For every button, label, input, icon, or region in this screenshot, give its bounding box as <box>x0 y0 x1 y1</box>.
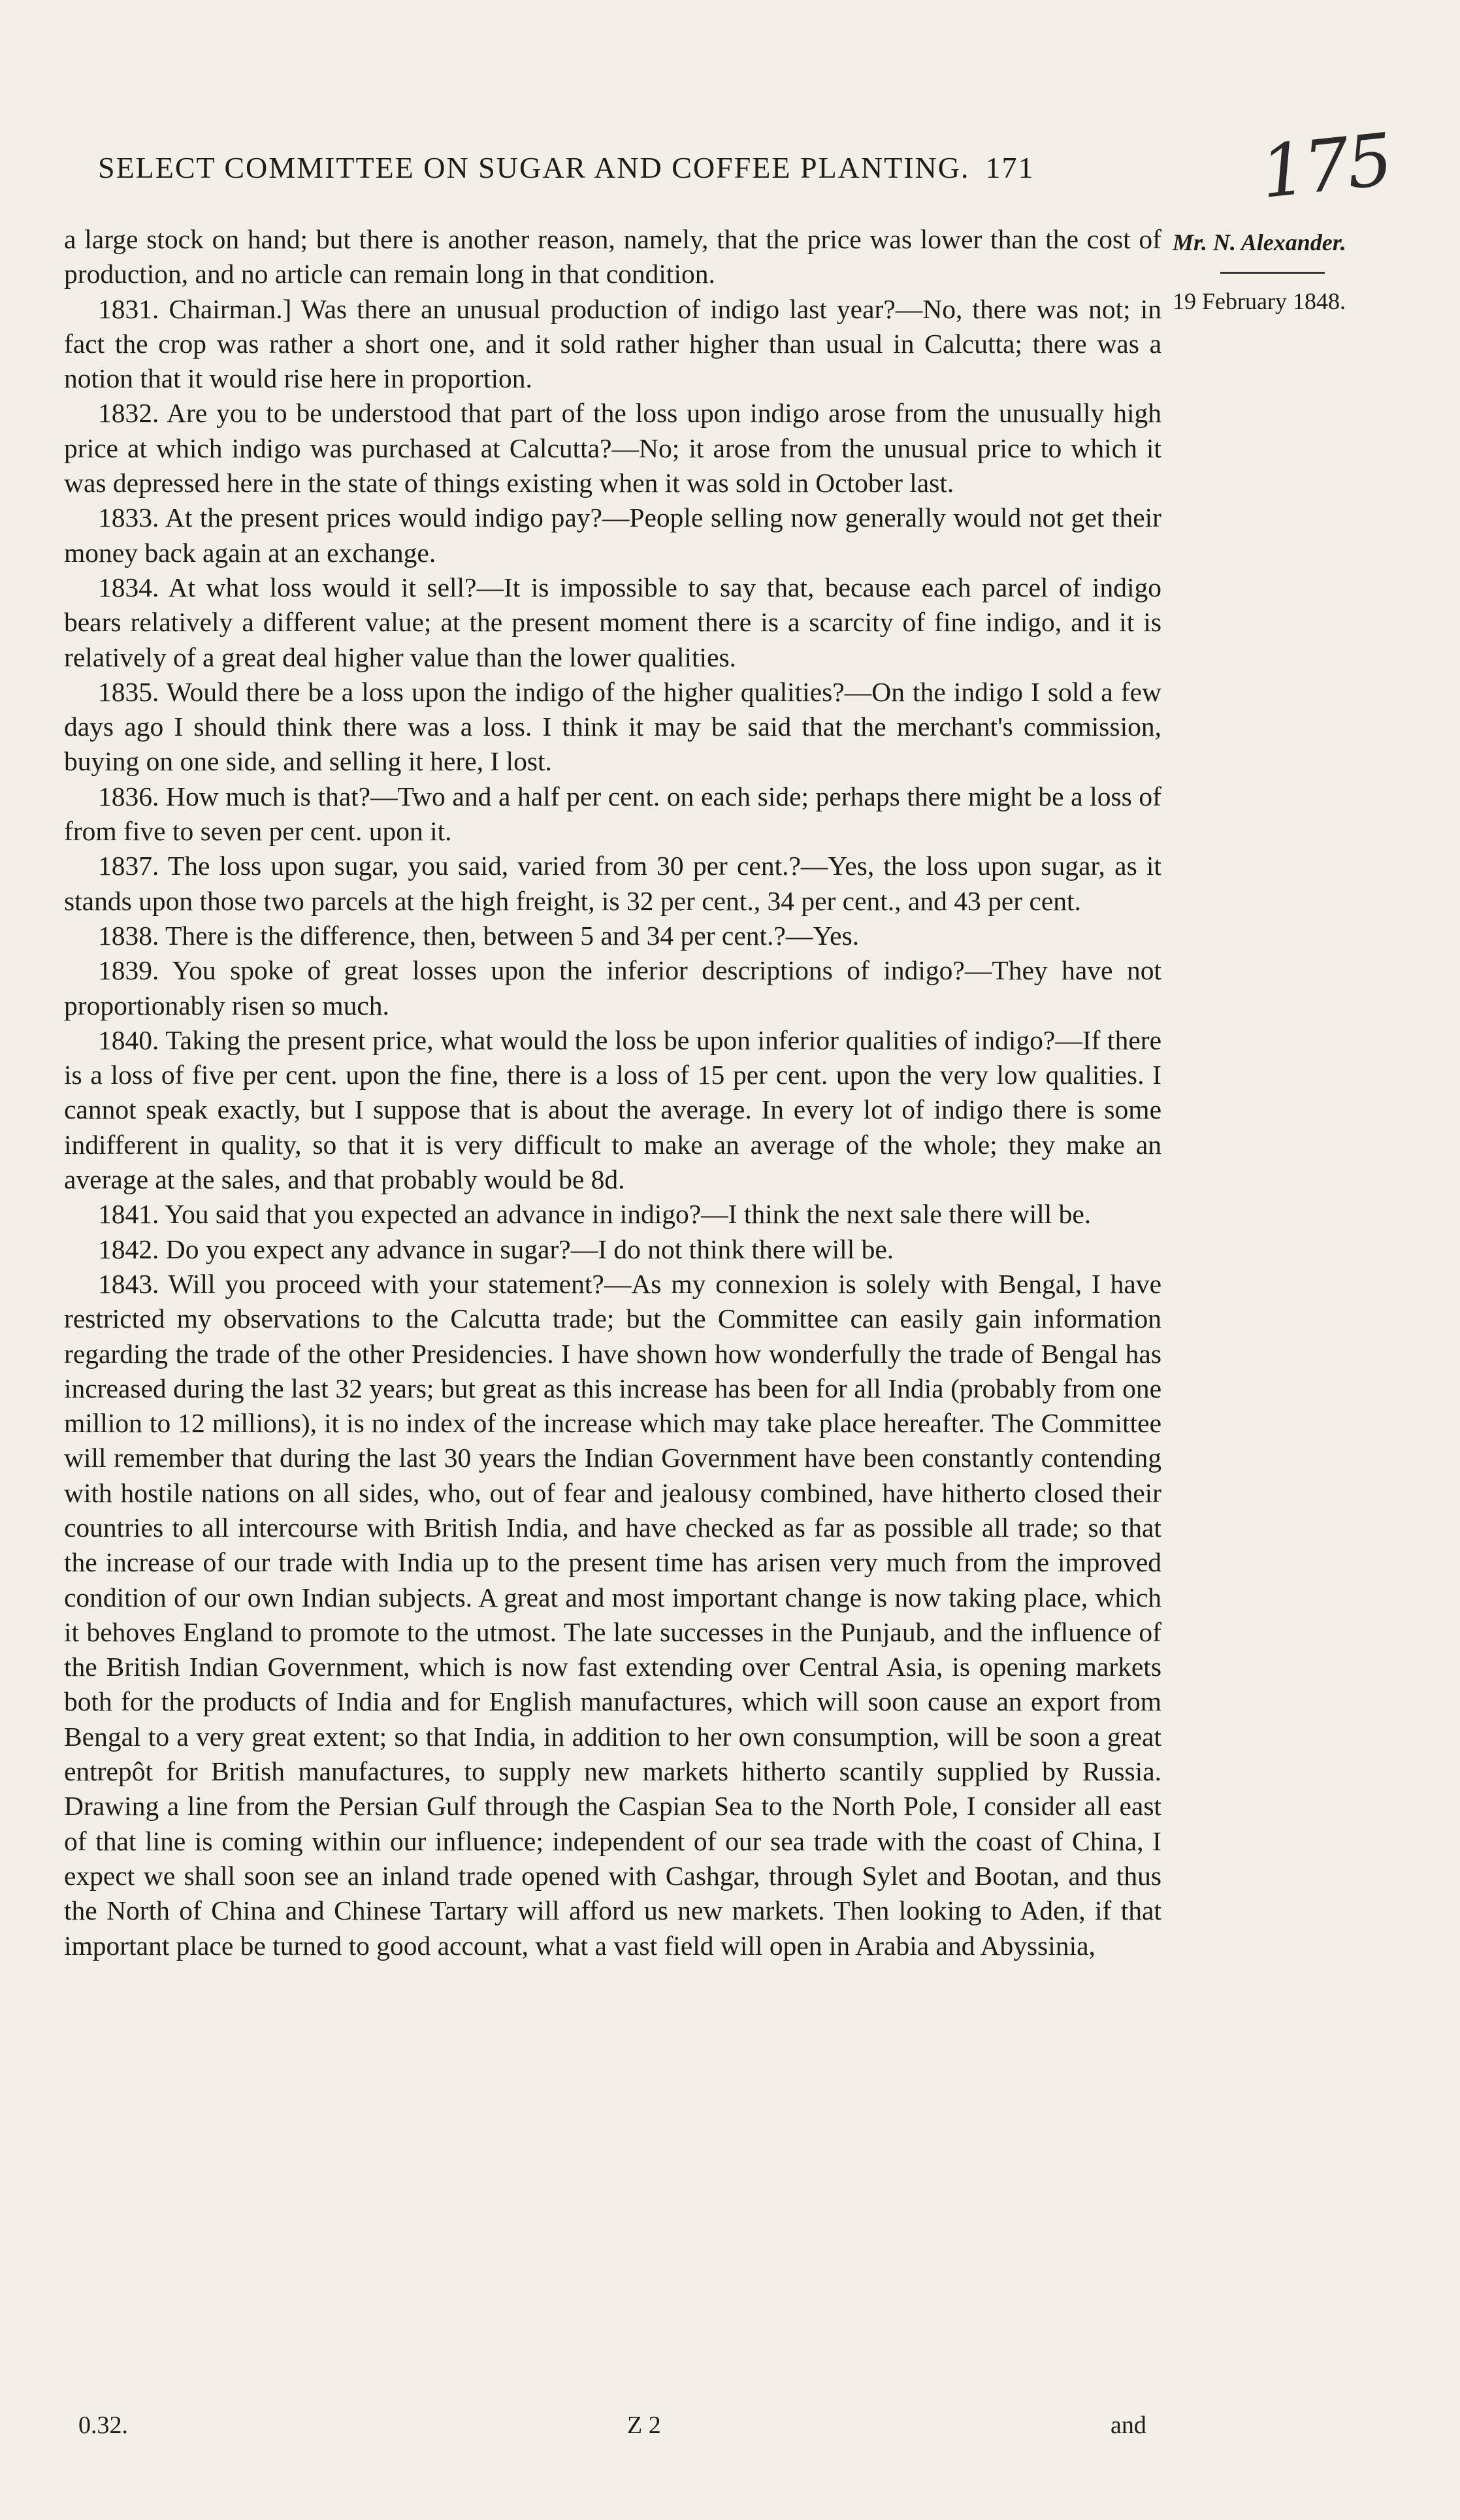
paragraph: 1831. Chairman.] Was there an unusual production of indigo last year?—No, there was not; in fact the crop was rather a short one, and it sold rather higher than usual in Calcutta; there was a notion that it would rise here in proportion. <box>64 293 1161 394</box>
paragraph: 1836. How much is that?—Two and a half per cent. on each side; perhaps there might be a loss of from five to seven per cent. upon it. <box>64 781 1161 847</box>
margin-rule <box>1220 272 1325 274</box>
running-header <box>98 150 1176 185</box>
paragraph: 1839. You spoke of great losses upon the inferior descriptions of indigo?—They have not proportionably risen so much. <box>64 955 1161 1021</box>
margin-date: 19 February 1848. <box>1173 288 1346 314</box>
paragraph: 1834. At what loss would it sell?—It is impossible to say that, because each parcel of indigo bears relatively a different value; at the present moment there is a scarcity of fine indigo, and it is relatively of a great deal higher value than the lower qualities. <box>64 572 1161 672</box>
paragraph: 1832. Are you to be understood that part of the loss upon indigo arose from the unusually high price at which indigo was purchased at Calcutta?—No; it arose from the unusual price to which it was depressed here in the state of things existing when it was sold in October last. <box>64 398 1161 499</box>
footer-gathering-mark: Z 2 <box>627 2412 661 2439</box>
paragraph: 1842. Do you expect any advance in sugar?—I do not think there will be. <box>98 1234 894 1264</box>
paragraph: 1835. Would there be a loss upon the indigo of the higher qualities?—On the indigo I sold a few days ago I should think there was a loss. I think it may be said that the merchant's commission, buying on one side, and selling it here, I lost. <box>64 676 1161 777</box>
header-title: SELECT COMMITTEE ON SUGAR AND COFFEE PLANTING. <box>98 151 970 184</box>
paragraph: 1838. There is the difference, then, between 5 and 34 per cent.?—Yes. <box>98 920 860 951</box>
header-page-number: 171 <box>985 151 1035 184</box>
paragraph: 1837. The loss upon sugar, you said, varied from 30 per cent.?—Yes, the loss upon sugar, as it stands upon those two parcels at the high freight, is 32 per cent., 34 per cent., and 43 per cent. <box>64 851 1161 916</box>
footer-signature-mark: 0.32. <box>78 2412 128 2439</box>
paragraph: 1841. You said that you expected an advance in indigo?—I think the next sale there will be. <box>98 1199 1092 1230</box>
footer-catchword: and <box>1111 2412 1146 2439</box>
margin-witness-name: Mr. N. Alexander. <box>1173 229 1346 255</box>
handwritten-folio: 175 <box>1256 118 1395 214</box>
body-text <box>64 222 1161 1963</box>
paragraph: 1843. Will you proceed with your statement?—As my connexion is solely with Bengal, I have restricted my observations to the Calcutta trade; but the Committee can easily gain information regarding the trade of the other Presidencies. I have shown how wonderfully the trade of Bengal has increased during the last 32 years; but great as this increase has been for all India (probably from one million to 12 millions), it is no index of the increase which may take place hereafter. The Committee will remember that during the last 30 years the Indian Government have been constantly contending with hostile nations on all sides, who, out of fear and jealousy combined, have hitherto closed their countries to all intercourse with British India, and have checked as far as possible all trade; so that the increase of our trade with India up to the present time has arisen very much from the improved condition of our own Indian subjects. A great and most important change is now taking place, which it behoves England to promote to the utmost. The late successes in the Punjaub, and the influence of the British Indian Government, which is now fast extending over Central Asia, is opening markets both for the products of India and for English manufactures, which will soon cause an export from Bengal to a very great extent; so that India, in addition to her own consumption, will be soon a great entrepôt for British manufactures, to supply new markets hitherto scantily supplied by Russia. Drawing a line from the Persian Gulf through the Caspian Sea to the North Pole, I consider all east of that line is coming within our influence; independent of our sea trade with the coast of China, I expect we shall soon see an inland trade opened with Cashgar, through Sylet and Bootan, and thus the North of China and Chinese Tartary will afford us new markets. Then looking to Aden, if that important place be turned to good account, what a vast field will open in Arabia and Abyssinia, <box>64 1268 1161 1961</box>
paragraph: 1840. Taking the present price, what would the loss be upon inferior qualities of indigo?—If there is a loss of five per cent. upon the fine, there is a loss of 15 per cent. upon the very low qualities. I cannot speak exactly, but I suppose that is about the average. In every lot of indigo there is some indifferent in quality, so that it is very difficult to make an average of the whole; they make an average at the sales, and that probably would be 8d. <box>64 1024 1161 1195</box>
paragraph: 1833. At the present prices would indigo pay?—People selling now generally would not get their money back again at an exchange. <box>64 502 1161 568</box>
paragraph: a large stock on hand; but there is another reason, namely, that the price was lower than the cost of production, and no article can remain long in that condition. <box>64 224 1161 289</box>
